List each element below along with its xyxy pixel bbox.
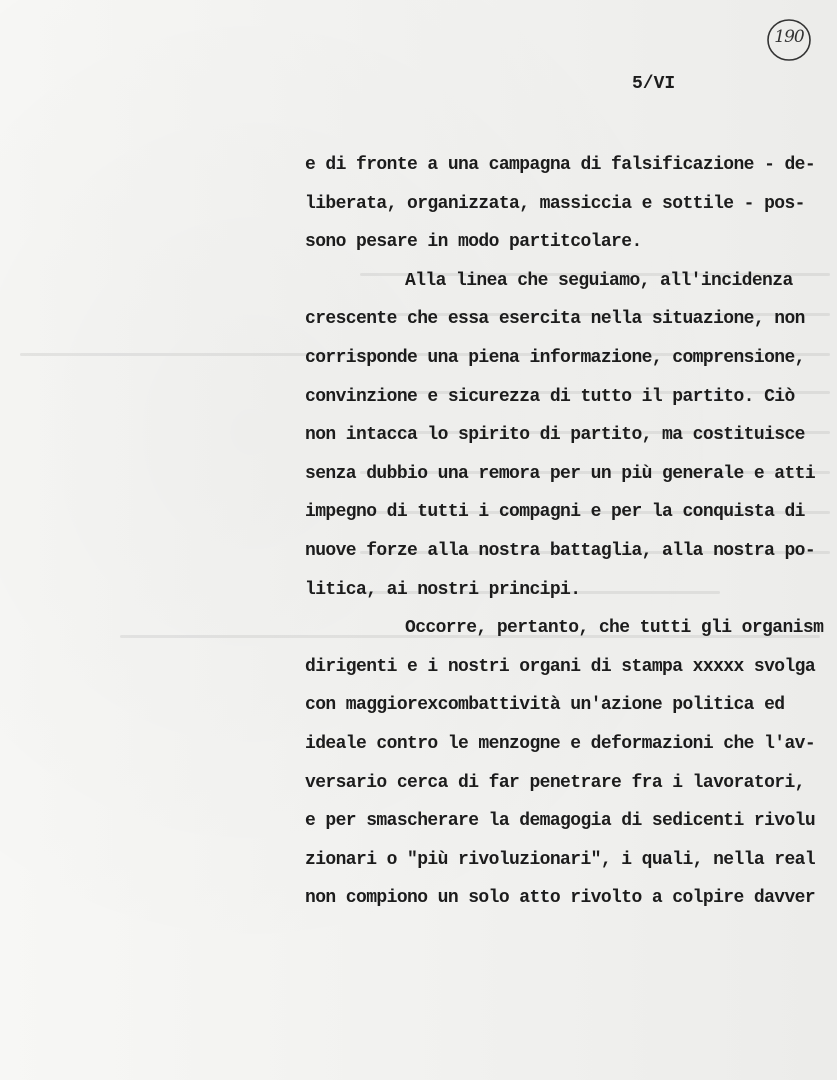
text-line: zionari o "più rivoluzionari", i quali, nella real	[305, 849, 816, 870]
text-line: ideale contro le menzogne e deformazioni che l'av-	[305, 733, 816, 754]
text-line: corrisponde una piena informazione, comprensione,	[305, 347, 805, 368]
text-line: sono pesare in modo partitcolare.	[305, 232, 642, 253]
text-line: impegno di tutti i compagni e per la conquista di	[305, 502, 805, 523]
sheet-reference: 5/VI	[632, 74, 676, 94]
text-line: senza dubbio una remora per un più generale e atti	[305, 463, 816, 484]
text-line: Occorre, pertanto, che tutti gli organism	[405, 618, 824, 639]
text-line: non intacca lo spirito di partito, ma costituisce	[305, 425, 805, 446]
body-text	[305, 146, 837, 918]
text-line: crescente che essa esercita nella situazione, non	[305, 309, 805, 330]
page-number-text: 190	[774, 27, 804, 47]
text-line: liberata, organizzata, massiccia e sottile - pos-	[305, 193, 805, 214]
text-line: versario cerca di far penetrare fra i lavoratori,	[305, 772, 805, 793]
handwritten-page-number	[766, 17, 812, 63]
text-line: con maggiorexcombattività un'azione politica ed	[305, 695, 785, 716]
text-line: e per smascherare la demagogia di sedicenti rivolu	[305, 811, 816, 832]
text-line: e di fronte a una campagna di falsificazione - de-	[305, 155, 816, 175]
text-line: non compiono un solo atto rivolto a colpire davver	[305, 888, 816, 909]
text-line: litica, ai nostri principi.	[305, 579, 581, 600]
text-line: Alla linea che seguiamo, all'incidenza	[405, 270, 793, 291]
text-line: nuove forze alla nostra battaglia, alla nostra po-	[305, 540, 816, 561]
text-line: convinzione e sicurezza di tutto il partito. Ciò	[305, 386, 795, 407]
text-line: dirigenti e i nostri organi di stampa xxxxx svolga	[305, 656, 816, 677]
